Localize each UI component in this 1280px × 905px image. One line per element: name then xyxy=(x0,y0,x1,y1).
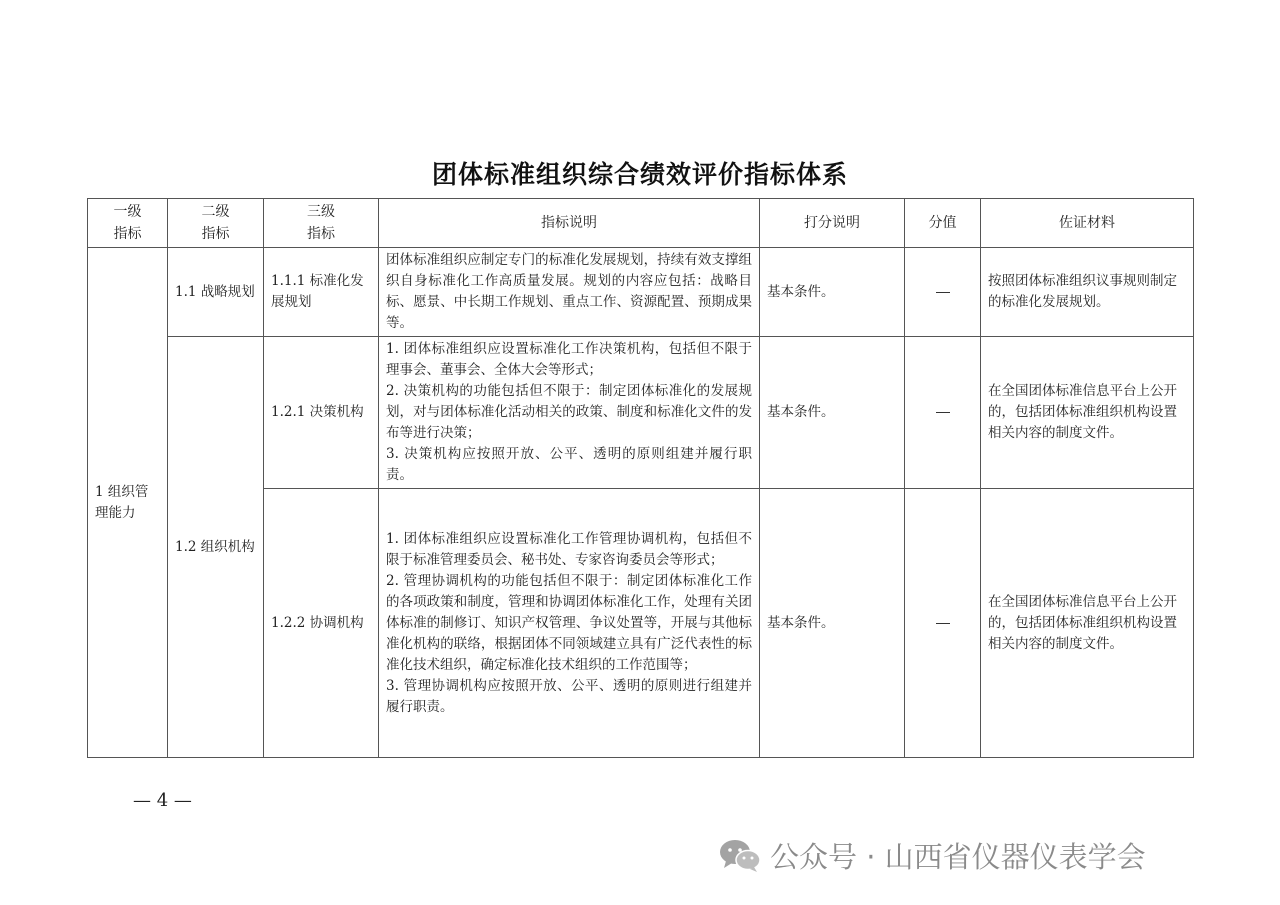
dash-mark xyxy=(936,292,950,293)
table-row xyxy=(88,248,1194,337)
description-item: 3. 管理协调机构应按照开放、公平、透明的原则进行组建并履行职责。 xyxy=(386,677,752,715)
indicator-table xyxy=(87,198,1194,758)
level2-cell: 1.1 战略规划 xyxy=(168,248,264,337)
table-row xyxy=(88,337,1194,489)
watermark-text: 公众号 · 山西省仪器仪表学会 xyxy=(770,839,1146,874)
scoring-cell: 基本条件。 xyxy=(760,248,905,337)
score-cell xyxy=(905,489,981,758)
page-number: — 4 — xyxy=(133,790,192,811)
wechat-icon xyxy=(718,837,762,873)
scoring-cell: 基本条件。 xyxy=(760,337,905,489)
level1-cell: 1 组织管理能力 xyxy=(88,248,168,758)
header-level2 xyxy=(168,199,264,248)
description-item: 1. 团体标准组织应设置标准化工作管理协调机构，包括但不限于标准管理委员会、秘书处、专家咨询委员会等形式； xyxy=(386,530,752,568)
watermark xyxy=(718,832,1146,878)
score-cell xyxy=(905,337,981,489)
header-description: 指标说明 xyxy=(379,199,760,248)
header-level1 xyxy=(88,199,168,248)
dash-mark xyxy=(936,412,950,413)
description-cell xyxy=(379,337,760,489)
dash-mark xyxy=(936,623,950,624)
description-item: 2. 管理协调机构的功能包括但不限于：制定团体标准化工作的各项政策和制度，管理和协调团体标准化工作，处理有关团体标准的制修订、知识产权管理、争议处置等，开展与其他标准化机构的联络，根据团体不同领域建立具有广泛代表性的标准化技术组织，确定标准化技术组织的工作范围等； xyxy=(386,572,752,673)
level2-cell: 1.2 组织机构 xyxy=(168,337,264,758)
header-level1-line2: 指标 xyxy=(113,226,142,242)
header-level2-line2: 指标 xyxy=(201,226,230,242)
header-level3 xyxy=(264,199,379,248)
description-item: 3. 决策机构应按照开放、公平、透明的原则组建并履行职责。 xyxy=(386,446,752,483)
header-score: 分值 xyxy=(905,199,981,248)
document-title: 团体标准组织综合绩效评价指标体系 xyxy=(431,160,848,189)
description-item: 1. 团体标准组织应设置标准化工作决策机构，包括但不限于理事会、董事会、全体大会等形式； xyxy=(386,341,752,378)
scoring-cell: 基本条件。 xyxy=(760,489,905,758)
header-level3-line2: 指标 xyxy=(307,226,335,242)
level3-cell: 1.1.1 标准化发展规划 xyxy=(264,248,379,337)
level3-cell: 1.2.2 协调机构 xyxy=(264,489,379,758)
header-level3-line1: 三级 xyxy=(307,204,335,220)
evidence-cell: 在全国团体标准信息平台上公开的，包括团体标准组织机构设置相关内容的制度文件。 xyxy=(981,337,1194,489)
score-cell xyxy=(905,248,981,337)
level3-cell: 1.2.1 决策机构 xyxy=(264,337,379,489)
evidence-cell: 按照团体标准组织议事规则制定的标准化发展规划。 xyxy=(981,248,1194,337)
header-level1-line1: 一级 xyxy=(113,204,142,220)
header-evidence: 佐证材料 xyxy=(981,199,1194,248)
description-cell: 团体标准组织应制定专门的标准化发展规划，持续有效支撑组织自身标准化工作高质量发展。规划的内容应包括：战略目标、愿景、中长期工作规划、重点工作、资源配置、预期成果等。 xyxy=(379,248,760,337)
header-row xyxy=(88,199,1194,248)
description-cell xyxy=(379,489,760,758)
header-scoring: 打分说明 xyxy=(760,199,905,248)
header-level2-line1: 二级 xyxy=(201,204,230,220)
evidence-cell: 在全国团体标准信息平台上公开的，包括团体标准组织机构设置相关内容的制度文件。 xyxy=(981,489,1194,758)
description-item: 2. 决策机构的功能包括但不限于：制定团体标准化的发展规划，对与团体标准化活动相关的政策、制度和标准化文件的发布等进行决策； xyxy=(386,383,752,441)
